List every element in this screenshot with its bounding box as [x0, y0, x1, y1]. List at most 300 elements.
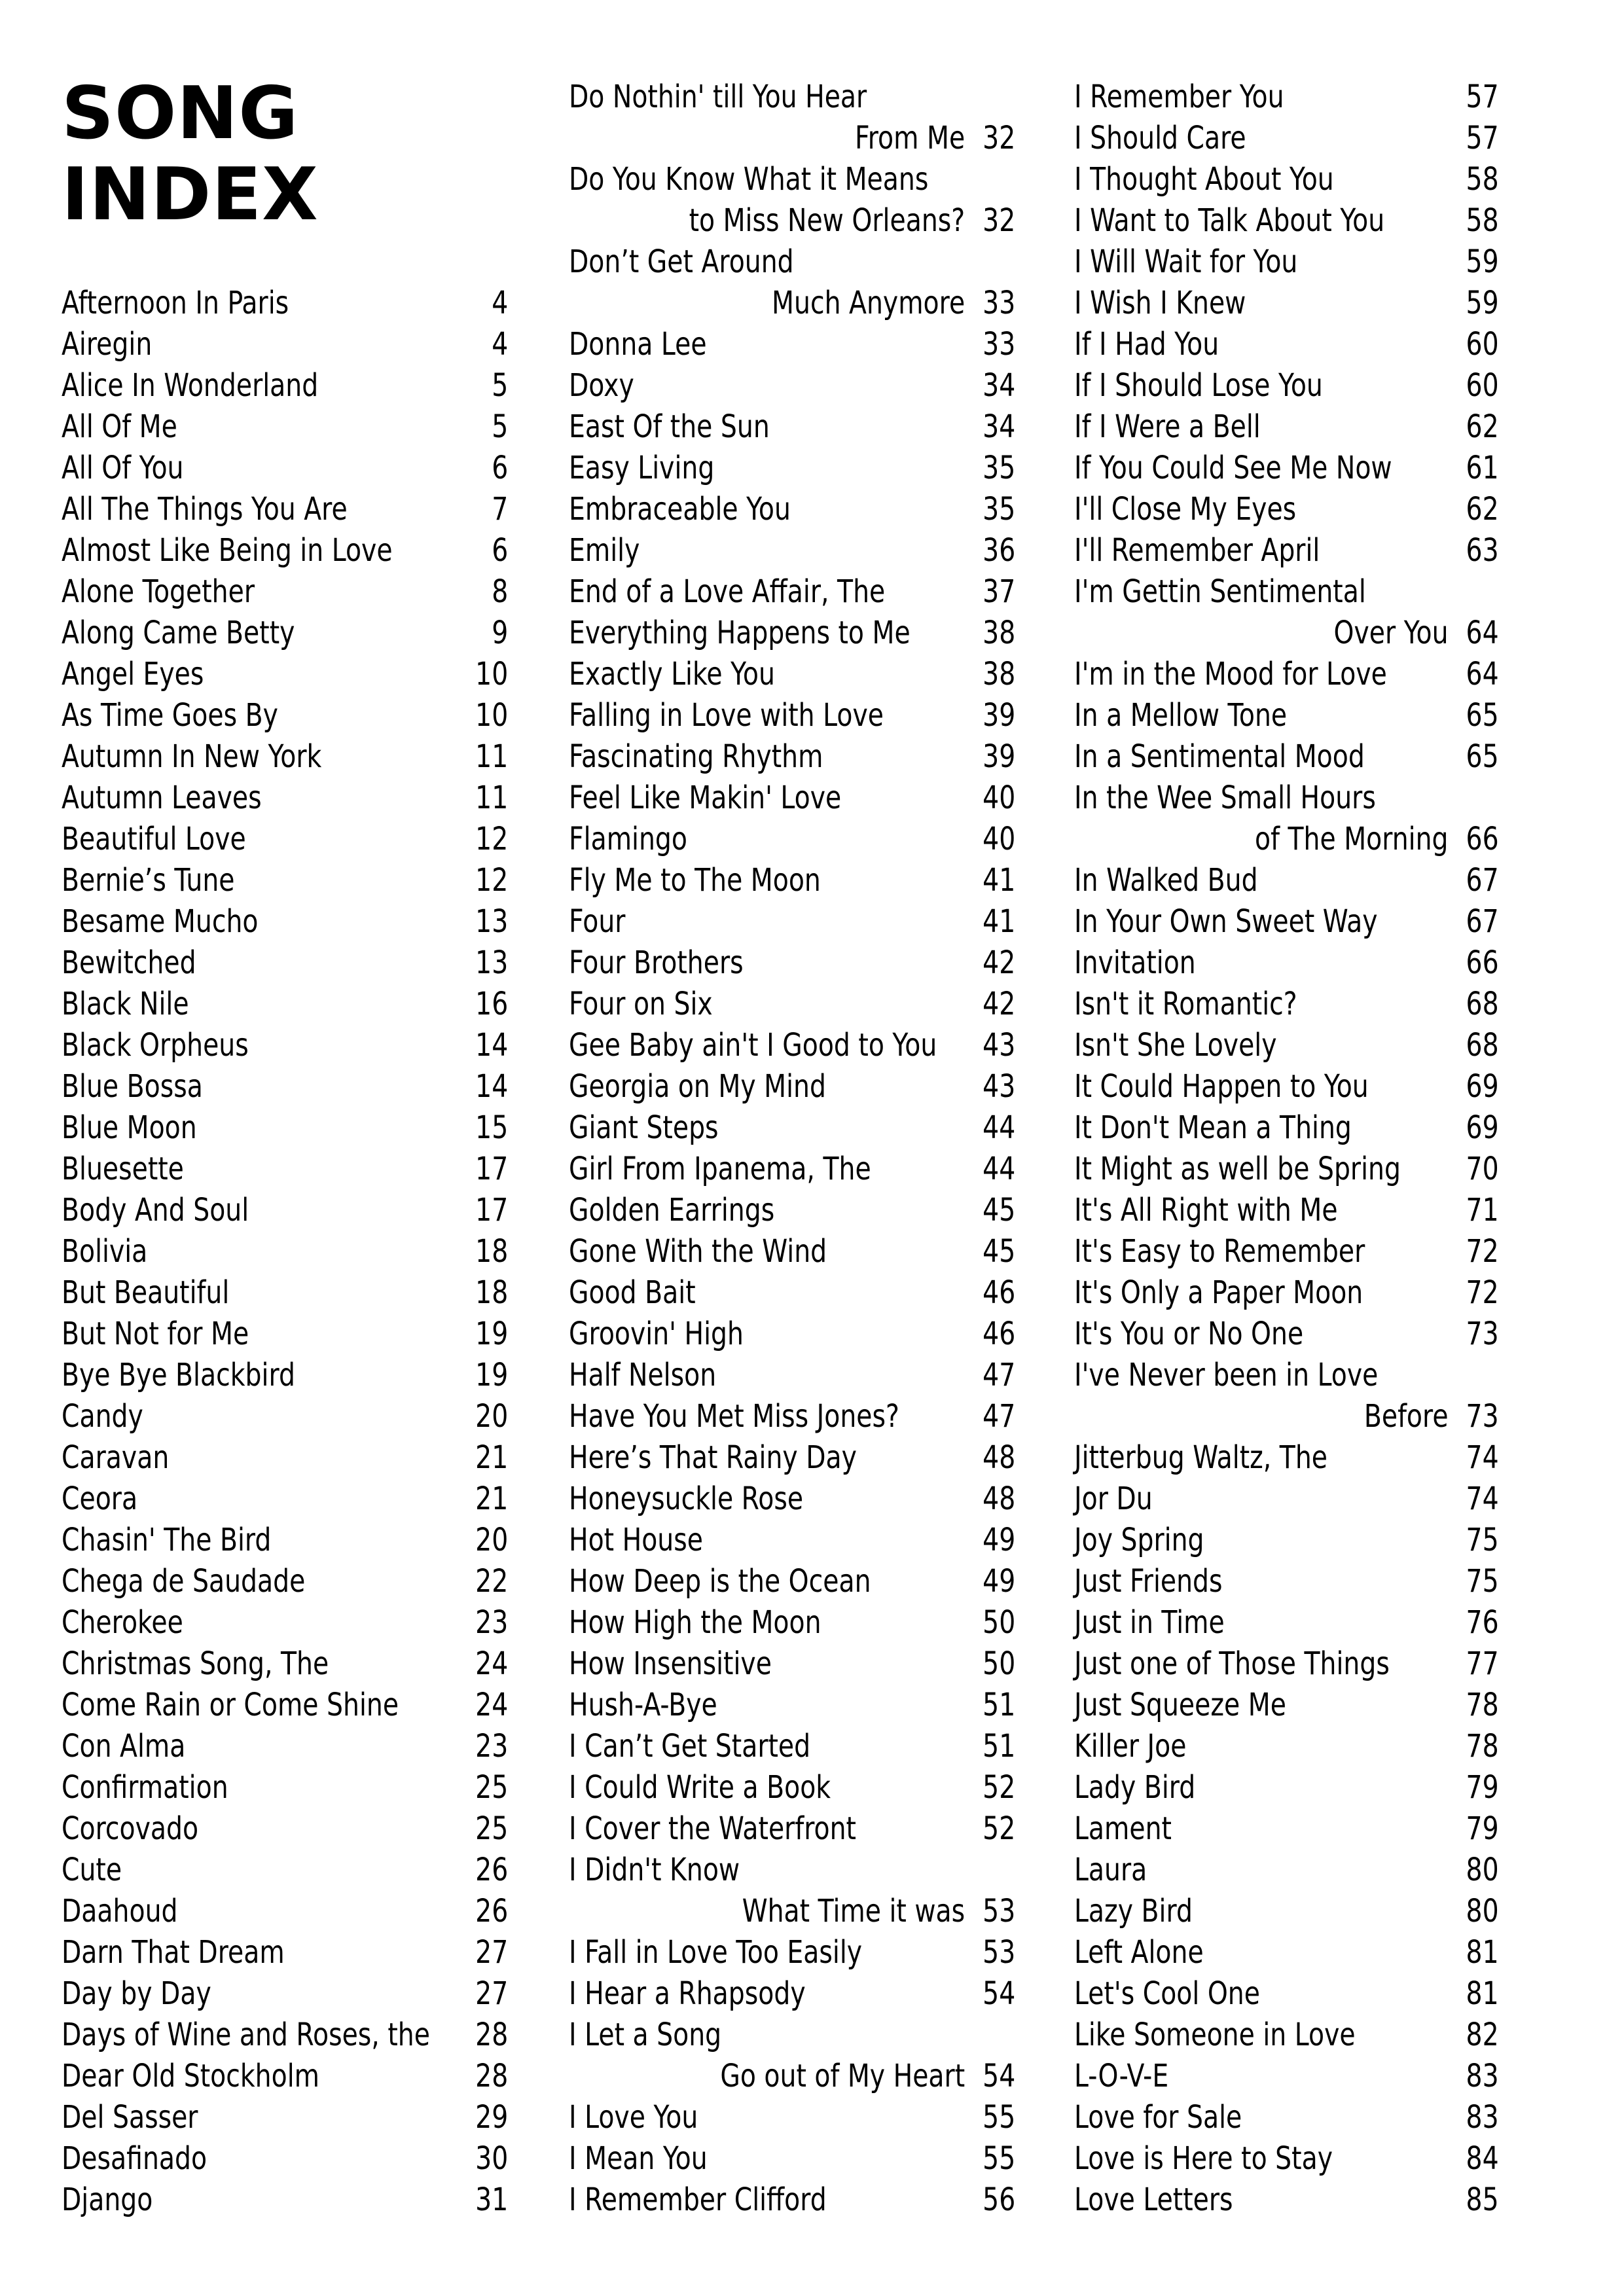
index-entry: [62, 1066, 508, 1107]
song-title: Just in Time: [1074, 1604, 1225, 1641]
page-number: 39: [983, 697, 1016, 734]
song-title: I Wish I Knew: [1074, 285, 1246, 321]
page-number: [978, 159, 1015, 200]
index-entry: [62, 1520, 508, 1561]
page-number: 68: [1466, 1027, 1499, 1064]
index-entry: [1074, 984, 1499, 1025]
song-title: I Mean You: [569, 2140, 708, 2177]
song-title: But Beautiful: [62, 1274, 230, 1311]
index-entry: [569, 1190, 1015, 1231]
index-entry: [569, 1850, 1015, 1891]
page-number: 84: [1466, 2140, 1499, 2177]
index-entry: [62, 1231, 508, 1272]
page-number: 76: [1466, 1604, 1499, 1641]
song-title: In a Mellow Tone: [1074, 697, 1288, 734]
index-entry: [569, 1231, 1015, 1272]
page-number: 75: [1466, 1522, 1499, 1558]
page-number: 38: [983, 615, 1016, 651]
index-entry: [569, 406, 1015, 448]
page-number: 52: [983, 1810, 1016, 1847]
index-entry-continuation: [1074, 1396, 1499, 1437]
page-number: [1461, 1355, 1498, 1396]
page-number: 9: [492, 615, 509, 651]
song-title: Cute: [62, 1852, 122, 1888]
index-entry: [1074, 1190, 1499, 1231]
page-number: 49: [983, 1563, 1016, 1600]
page-number: 70: [1466, 1151, 1499, 1187]
page-number: 74: [1466, 1480, 1499, 1517]
page-number: [1461, 778, 1498, 819]
page-number: 15: [475, 1109, 509, 1146]
song-title: Fascinating Rhythm: [569, 738, 823, 775]
song-title: I Fall in Love Too Easily: [569, 1934, 863, 1971]
song-title: Girl From Ipanema, The: [569, 1151, 871, 1187]
page-number: 10: [475, 656, 509, 692]
song-title: Bernie’s Tune: [62, 862, 235, 899]
song-title: Do You Know What it Means: [569, 161, 929, 198]
page-number: 78: [1466, 1728, 1499, 1765]
song-title: Desafinado: [62, 2140, 208, 2177]
song-title: Killer Joe: [1074, 1728, 1187, 1765]
page-number: 33: [983, 285, 1016, 321]
page-number: 28: [475, 2017, 509, 2053]
page-number: 78: [1466, 1687, 1499, 1723]
page-number: 67: [1466, 862, 1499, 899]
page-number: 22: [475, 1563, 509, 1600]
song-title: Groovin' High: [569, 1316, 744, 1352]
song-title: Hot House: [569, 1522, 703, 1558]
index-entry: [569, 2015, 1015, 2056]
page-number: 52: [983, 1769, 1016, 1806]
index-entry: [62, 324, 508, 365]
page-number: 50: [983, 1604, 1016, 1641]
page-number: 57: [1466, 79, 1499, 115]
index-entry: [1074, 159, 1499, 200]
index-entry: [62, 654, 508, 695]
page-number: 18: [475, 1274, 509, 1311]
song-title: All Of Me: [62, 408, 177, 445]
page-number: 82: [1466, 2017, 1499, 2053]
page-number: 45: [983, 1192, 1016, 1229]
song-title: I Remember You: [1074, 79, 1284, 115]
index-entry: [1074, 118, 1499, 159]
index-entry: [62, 1850, 508, 1891]
song-title: All The Things You Are: [62, 491, 348, 528]
index-entry: [1074, 530, 1499, 571]
index-entry: [1074, 901, 1499, 942]
index-entry: [62, 1190, 508, 1231]
song-title: Black Nile: [62, 986, 189, 1022]
index-entry: [1074, 406, 1499, 448]
index-entry: [569, 2179, 1015, 2221]
song-title: Embraceable You: [569, 491, 791, 528]
index-entry: [62, 1643, 508, 1685]
index-entry: [569, 1149, 1015, 1190]
song-title: I Can’t Get Started: [569, 1728, 811, 1765]
song-title: Bluesette: [62, 1151, 184, 1187]
song-title: Beautiful Love: [62, 821, 246, 857]
index-entry: [1074, 571, 1499, 613]
song-title: East Of the Sun: [569, 408, 770, 445]
page-number: 21: [475, 1480, 509, 1517]
song-title: Feel Like Makin' Love: [569, 780, 842, 816]
song-title: Autumn Leaves: [62, 780, 262, 816]
song-title: Just Squeeze Me: [1074, 1687, 1286, 1723]
index-entry: [1074, 2015, 1499, 2056]
page-number: [978, 242, 1015, 283]
page-number: 69: [1466, 1109, 1499, 1146]
index-entry-continuation: [1074, 613, 1499, 654]
page-number: 10: [475, 697, 509, 734]
page-number: 8: [492, 573, 509, 610]
song-title: Del Sasser: [62, 2099, 198, 2136]
page-title: [62, 73, 319, 236]
index-entry: [569, 530, 1015, 571]
page-number: 58: [1466, 202, 1499, 239]
page-number: 12: [475, 862, 509, 899]
song-title: Lady Bird: [1074, 1769, 1196, 1806]
song-title: It's You or No One: [1074, 1316, 1304, 1352]
page-number: 74: [1466, 1439, 1499, 1476]
index-entry: [1074, 1066, 1499, 1107]
index-entry: [569, 324, 1015, 365]
index-entry: [62, 406, 508, 448]
page-number: 25: [475, 1810, 509, 1847]
song-title: Lazy Bird: [1074, 1893, 1193, 1929]
index-entry: [1074, 77, 1499, 118]
index-entry: [569, 1767, 1015, 1808]
index-entry: [62, 530, 508, 571]
song-title: Gone With the Wind: [569, 1233, 827, 1270]
index-entry: [1074, 448, 1499, 489]
page-number: [978, 2015, 1015, 2056]
page-number: 53: [983, 1934, 1016, 1971]
index-entry: [569, 984, 1015, 1025]
page-number: 17: [475, 1192, 509, 1229]
song-title: Everything Happens to Me: [569, 615, 911, 651]
page-number: 44: [983, 1109, 1016, 1146]
index-entry: [62, 1149, 508, 1190]
song-title: Over You: [1333, 615, 1449, 651]
index-entry: [569, 1973, 1015, 2015]
song-title: Day by Day: [62, 1975, 211, 2012]
index-entry: [1074, 242, 1499, 283]
page-number: 42: [983, 986, 1016, 1022]
page-number: 64: [1466, 656, 1499, 692]
song-title: Golden Earrings: [569, 1192, 775, 1229]
index-entry: [1074, 2056, 1499, 2097]
song-title: Bye Bye Blackbird: [62, 1357, 295, 1393]
index-entry: [1074, 1891, 1499, 1932]
page-number: 73: [1466, 1316, 1499, 1352]
index-entry: [62, 448, 508, 489]
song-title: How High the Moon: [569, 1604, 821, 1641]
song-title: Left Alone: [1074, 1934, 1204, 1971]
page-number: 16: [475, 986, 509, 1022]
index-entry: [1074, 1272, 1499, 1314]
song-title: Joy Spring: [1074, 1522, 1204, 1558]
index-entry: [62, 901, 508, 942]
song-title: Giant Steps: [569, 1109, 719, 1146]
page-number: 13: [475, 903, 509, 940]
song-title: Alone Together: [62, 573, 255, 610]
page-number: 4: [492, 326, 509, 363]
page-number: 21: [475, 1439, 509, 1476]
song-title: Gee Baby ain't I Good to You: [569, 1027, 937, 1064]
song-title: Have You Met Miss Jones?: [569, 1398, 899, 1435]
page-number: 45: [983, 1233, 1016, 1270]
index-entry: [62, 778, 508, 819]
song-title: Doxy: [569, 367, 634, 404]
index-entry: [569, 1314, 1015, 1355]
song-title: I Cover the Waterfront: [569, 1810, 856, 1847]
page-number: 68: [1466, 986, 1499, 1022]
page-number: 60: [1466, 326, 1499, 363]
index-entry: [569, 778, 1015, 819]
song-title: Ceora: [62, 1480, 138, 1517]
index-entry: [62, 1808, 508, 1850]
index-entry: [62, 1272, 508, 1314]
page-number: 24: [475, 1645, 509, 1682]
page-number: 6: [492, 532, 509, 569]
song-title: As Time Goes By: [62, 697, 278, 734]
song-title: Hush-A-Bye: [569, 1687, 717, 1723]
index-entry: [1074, 1973, 1499, 2015]
page-number: 39: [983, 738, 1016, 775]
page-number: 71: [1466, 1192, 1499, 1229]
index-entry: [62, 1973, 508, 2015]
index-entry: [569, 77, 1015, 118]
song-title: Darn That Dream: [62, 1934, 285, 1971]
page-number: 20: [475, 1522, 509, 1558]
page-number: 77: [1466, 1645, 1499, 1682]
page-number: 41: [983, 903, 1016, 940]
song-title: Flamingo: [569, 821, 687, 857]
page-number: 46: [983, 1274, 1016, 1311]
song-title: I Should Care: [1074, 120, 1246, 156]
index-entry: [1074, 1602, 1499, 1643]
page-number: 50: [983, 1645, 1016, 1682]
index-entry: [569, 1272, 1015, 1314]
index-entry: [1074, 200, 1499, 242]
index-entry: [1074, 2138, 1499, 2179]
index-entry-continuation: [569, 283, 1015, 324]
index-entry: [1074, 778, 1499, 819]
song-title: It's All Right with Me: [1074, 1192, 1338, 1229]
index-entry: [62, 2056, 508, 2097]
index-entry: [1074, 736, 1499, 778]
index-entry: [569, 736, 1015, 778]
index-entry: [1074, 1685, 1499, 1726]
page-number: 40: [983, 780, 1016, 816]
index-entry: [1074, 1808, 1499, 1850]
song-title: Donna Lee: [569, 326, 707, 363]
song-title: Candy: [62, 1398, 143, 1435]
page-number: 65: [1466, 697, 1499, 734]
song-title: Much Anymore: [772, 285, 965, 321]
song-title: L-O-V-E: [1074, 2058, 1169, 2094]
page-number: 54: [983, 2058, 1016, 2094]
index-entry: [1074, 860, 1499, 901]
song-title: Fly Me to The Moon: [569, 862, 821, 899]
page-number: 5: [492, 367, 509, 404]
page-number: 47: [983, 1357, 1016, 1393]
page-number: 75: [1466, 1563, 1499, 1600]
song-title: If I Had You: [1074, 326, 1219, 363]
page-number: 54: [983, 1975, 1016, 2012]
index-entry: [1074, 489, 1499, 530]
index-entry: [62, 1602, 508, 1643]
page-number: 57: [1466, 120, 1499, 156]
index-entry: [569, 365, 1015, 406]
page-number: 60: [1466, 367, 1499, 404]
index-entry: [569, 1025, 1015, 1066]
page-number: 38: [983, 656, 1016, 692]
song-title: I Didn't Know: [569, 1852, 740, 1888]
song-title: Good Bait: [569, 1274, 696, 1311]
index-entry: [569, 1643, 1015, 1685]
index-entry: [569, 1396, 1015, 1437]
song-title: Don’t Get Around: [569, 243, 794, 280]
page-number: 62: [1466, 408, 1499, 445]
song-title: Chega de Saudade: [62, 1563, 306, 1600]
index-entry: [569, 1561, 1015, 1602]
page-number: 80: [1466, 1852, 1499, 1888]
song-title: Falling in Love with Love: [569, 697, 884, 734]
index-entry: [62, 860, 508, 901]
page-number: 43: [983, 1027, 1016, 1064]
page-number: 73: [1466, 1398, 1499, 1435]
page-number: 66: [1466, 821, 1499, 857]
song-title: Black Orpheus: [62, 1027, 249, 1064]
index-entry: [1074, 1726, 1499, 1767]
song-title: Angel Eyes: [62, 656, 204, 692]
index-entry: [62, 2179, 508, 2221]
song-title: Corcovado: [62, 1810, 199, 1847]
index-entry: [569, 901, 1015, 942]
song-title: Love for Sale: [1074, 2099, 1242, 2136]
page-number: 64: [1466, 615, 1499, 651]
song-title: Just one of Those Things: [1074, 1645, 1390, 1682]
song-title: Chasin' The Bird: [62, 1522, 272, 1558]
index-entry: [569, 1520, 1015, 1561]
song-title: It Could Happen to You: [1074, 1068, 1369, 1105]
page-number: 27: [475, 1975, 509, 2012]
page-number: 32: [983, 120, 1016, 156]
song-title: Honeysuckle Rose: [569, 1480, 804, 1517]
song-title: It Might as well be Spring: [1074, 1151, 1401, 1187]
index-entry: [62, 1437, 508, 1479]
page-number: [978, 1850, 1015, 1891]
index-entry: [62, 1932, 508, 1973]
index-entry: [62, 1107, 508, 1149]
page-number: 11: [475, 738, 509, 775]
page-number: 12: [475, 821, 509, 857]
page-number: 53: [983, 1893, 1016, 1929]
page-number: 23: [475, 1604, 509, 1641]
index-entry-continuation: [1074, 819, 1499, 860]
page-number: 69: [1466, 1068, 1499, 1105]
page-number: 83: [1466, 2058, 1499, 2094]
page-number: 26: [475, 1852, 509, 1888]
song-title: Blue Bossa: [62, 1068, 203, 1105]
index-entry: [569, 571, 1015, 613]
song-title: Jor Du: [1074, 1480, 1153, 1517]
song-title: Isn't it Romantic?: [1074, 986, 1297, 1022]
page-number: 4: [492, 285, 509, 321]
page-number: 59: [1466, 285, 1499, 321]
song-title: Autumn In New York: [62, 738, 322, 775]
page-number: 11: [475, 780, 509, 816]
page-number: 41: [983, 862, 1016, 899]
page-number: 31: [475, 2181, 509, 2218]
page-number: 33: [983, 326, 1016, 363]
song-title: Bewitched: [62, 944, 196, 981]
index-entry: [1074, 1850, 1499, 1891]
index-entry: [62, 942, 508, 984]
index-entry: [1074, 365, 1499, 406]
index-entry: [1074, 1561, 1499, 1602]
index-entry: [62, 736, 508, 778]
index-entry: [569, 1479, 1015, 1520]
index-entry: [1074, 654, 1499, 695]
page-number: 83: [1466, 2099, 1499, 2136]
page-number: 40: [983, 821, 1016, 857]
index-entry: [569, 654, 1015, 695]
song-title: Go out of My Heart: [720, 2058, 965, 2094]
index-entry: [1074, 1767, 1499, 1808]
song-title: But Not for Me: [62, 1316, 249, 1352]
page-number: 37: [983, 573, 1016, 610]
page-number: 19: [475, 1357, 509, 1393]
page-number: 27: [475, 1934, 509, 1971]
index-entry: [62, 1891, 508, 1932]
page-number: 20: [475, 1398, 509, 1435]
song-title: It Don't Mean a Thing: [1074, 1109, 1352, 1146]
index-entry: [62, 571, 508, 613]
page-number: 44: [983, 1151, 1016, 1187]
song-title: Just Friends: [1074, 1563, 1223, 1600]
page-number: 36: [983, 532, 1016, 569]
page-number: 51: [983, 1728, 1016, 1765]
index-entry: [569, 613, 1015, 654]
page-number: 49: [983, 1522, 1016, 1558]
page-number: 48: [983, 1480, 1016, 1517]
page-number: 25: [475, 1769, 509, 1806]
index-entry: [569, 2138, 1015, 2179]
song-title: to Miss New Orleans?: [689, 202, 965, 239]
page-number: 72: [1466, 1233, 1499, 1270]
page-number: 32: [983, 202, 1016, 239]
page-number: 56: [983, 2181, 1016, 2218]
page-number: 58: [1466, 161, 1499, 198]
index-entry: [1074, 1932, 1499, 1973]
index-entry: [1074, 695, 1499, 736]
index-entry: [569, 2097, 1015, 2138]
page-number: 46: [983, 1316, 1016, 1352]
index-entry: [62, 283, 508, 324]
song-title: I'm Gettin Sentimental: [1074, 573, 1366, 610]
index-entry: [62, 1685, 508, 1726]
song-title: Emily: [569, 532, 640, 569]
song-title: How Deep is the Ocean: [569, 1563, 871, 1600]
index-entry: [569, 1726, 1015, 1767]
song-title: Con Alma: [62, 1728, 186, 1765]
index-entry: [62, 1561, 508, 1602]
page-number: 34: [983, 408, 1016, 445]
page-number: 28: [475, 2058, 509, 2094]
song-title: Four: [569, 903, 626, 940]
